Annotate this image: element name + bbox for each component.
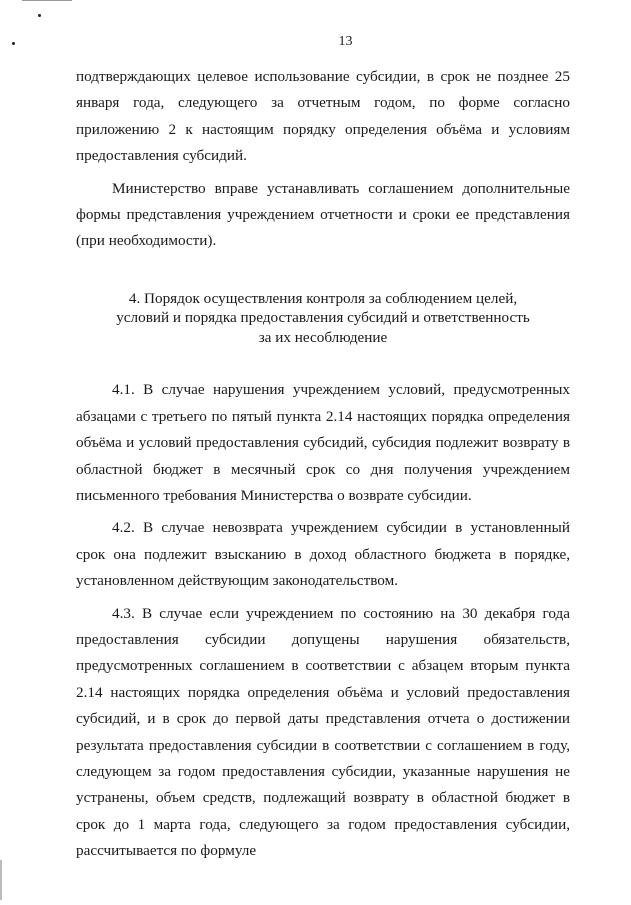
document-body — [76, 64, 570, 865]
paragraph-4-1: 4.1. В случае нарушения учреждением условий, предусмотренных абзацами с третьего по пятый пункта 2.14 настоящих порядка определения объёма и условий предоставления субсидий, субсидия подлежит возврату в областной бюджет в месячный срок со дня получения учреждением письменного требования Министерства о возврате субсидии. — [76, 381, 570, 504]
section-heading — [76, 289, 570, 348]
scan-edge-strip — [0, 860, 2, 900]
section-heading-line: за их несоблюдение — [258, 328, 388, 346]
scan-speck — [38, 14, 41, 17]
page-number: 13 — [338, 34, 353, 49]
paragraph-ministry-rights: Министерство вправе устанавливать соглашением дополнительные формы представления учреждением отчетности и сроки ее представления (при необходимости). — [76, 179, 570, 250]
scan-edge-line — [22, 0, 72, 1]
paragraph-continuation: подтверждающих целевое использование субсидии, в срок не позднее 25 января года, следующего за отчетным годом, по форме согласно приложению 2 к настоящим порядку определения объёма и условиям предоставления субсидий. — [76, 68, 570, 165]
section-heading-line: 4. Порядок осуществления контроля за соблюдением целей, — [128, 289, 518, 307]
paragraph-4-3: 4.3. В случае если учреждением по состоянию на 30 декабря года предоставления субсидии допущены нарушения обязательств, предусмотренных соглашением в соответствии с абзацем вторым пункта 2.14 настоящих порядка определения объёма и условий предоставления субсидий, и в срок до первой даты представления отчета о достижении результата предоставления субсидии в соответствии с соглашением в году, следующем за годом предоставления субсидии, указанные нарушения не устранены, объем средств, подлежащий возврату в областной бюджет в срок до 1 марта года, следующего за годом предоставления субсидии, рассчитывается по формуле — [76, 604, 570, 860]
section-heading-line: условий и порядка предоставления субсидий и ответственность — [116, 309, 530, 327]
paragraph-4-2: 4.2. В случае невозврата учреждением субсидии в установленный срок она подлежит взысканию в доход областного бюджета в порядке, установленном действующим законодательством. — [76, 519, 570, 590]
